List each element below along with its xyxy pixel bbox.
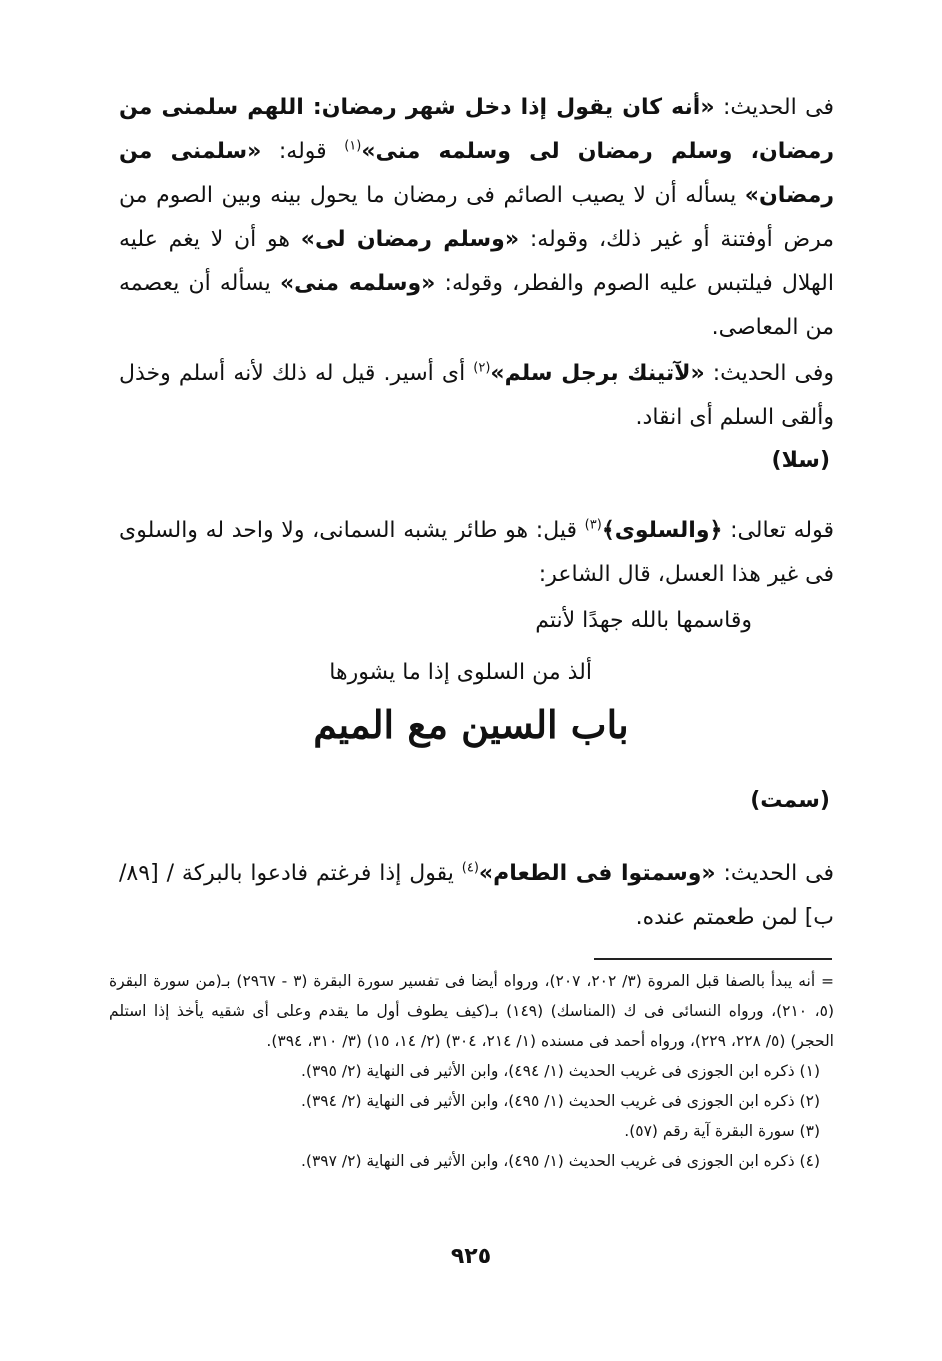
hadith-quote: «لآتينك برجل سلم» xyxy=(490,361,705,386)
hadith-quote: «وسمتوا فى الطعام» xyxy=(478,861,716,886)
paragraph-text: أى أسير. قيل له ذلك لأنه أسلم وخذل وألقى السلم أى انقاد. xyxy=(119,361,834,430)
paragraph-samt-hadith xyxy=(119,852,834,940)
footnote-marker: (٢) xyxy=(473,360,491,376)
paragraph-text: يقول إذا فرغتم فادعوا بالبركة / xyxy=(158,861,462,886)
footnote-4: (٤) ذكره ابن الجوزى فى غريب الحديث (١/ ٤٩٥)، وابن الأثير فى النهاية (٢/ ٣٩٧). xyxy=(300,1152,820,1170)
hadith-quote: «أنه كان يقول إذا دخل شهر رمضان: اللهم سلمنى من رمضان، وسلم رمضان لى وسلمه منى» xyxy=(119,95,834,164)
footnote-separator xyxy=(594,958,832,960)
footnote-1: (١) ذكره ابن الجوزى فى غريب الحديث (١/ ٤٩٤)، وابن الأثير فى النهاية (٢/ ٣٩٥). xyxy=(300,1062,820,1080)
poem-verse-line-2: ألذ من السلوى إذا ما يشورها xyxy=(329,660,592,685)
entry-heading-samt: (سمت) xyxy=(750,788,830,813)
paragraph-salam-hadith xyxy=(119,352,834,440)
footnote-continuation: = أنه يبدأ بالصفا قبل المروة (٣/ ٢٠٢، ٢٠٧)، ورواه أيضا فى تفسير سورة البقرة (٣ - ٢٩٦٧) بـ(من سورة البقرة (٥، ٢١٠)، ورواه النسائى فى ك (المناسك) (١٤٩) بـ(كيف يطوف أول ما يقدم وعلى أى شقيه يأخذ إذا استلم الحجر) (٥/ ٢٢٨، ٢٢٩)، ورواه أحمد فى مسنده (١/ ٢١٤، ٣٠٤) (٢/ ١٤، ١٥) (٣/ ٣١٠، ٣٩٤). xyxy=(109,972,834,1050)
chapter-title: باب السين مع الميم xyxy=(313,702,629,747)
folio-marker: [٨٩/ب] xyxy=(119,861,834,930)
footnote-marker: (٤) xyxy=(461,860,479,876)
footnote-3: (٣) سورة البقرة آية رقم (٥٧). xyxy=(624,1122,820,1140)
paragraph-text: لمن طعمتم عنده. xyxy=(635,905,805,930)
quote-text: «وسلمه منى» xyxy=(279,271,436,296)
paragraph-salama-hadith xyxy=(119,86,834,350)
quote-text: «سلمنى من رمضان» xyxy=(119,139,834,208)
poem-verse-line-1: وقاسمها بالله جهدًا لأنتم xyxy=(535,608,752,633)
paragraph-text: قوله: xyxy=(261,139,345,164)
page-number: ٩٢٥ xyxy=(450,1244,492,1269)
footnote-2: (٢) ذكره ابن الجوزى فى غريب الحديث (١/ ٤٩٥)، وابن الأثير فى النهاية (٢/ ٣٩٤). xyxy=(300,1092,820,1110)
paragraph-text: هو أن لا يغم عليه الهلال فيلتبس عليه الصوم والفطر، وقوله: xyxy=(119,227,834,296)
quote-text: «وسلم رمضان لى» xyxy=(300,227,520,252)
paragraph-intro: قوله تعالى: xyxy=(722,518,834,543)
paragraph-intro: فى الحديث: xyxy=(714,95,834,120)
paragraph-salwa xyxy=(119,509,834,597)
paragraph-text: يسأله أن لا يصيب الصائم فى رمضان ما يحول بينه وبين الصوم من مرض أوفتنة أو غير ذلك، وقوله: xyxy=(119,183,834,252)
paragraph-text: يسأله أن يعصمه من المعاصى. xyxy=(119,271,834,340)
paragraph-text: قيل: هو طائر يشبه السمانى، ولا واحد له والسلوى فى غير هذا العسل، قال الشاعر: xyxy=(119,518,834,587)
quran-quote: ﴿والسلوى﴾ xyxy=(601,518,723,543)
footnotes xyxy=(109,966,834,1176)
paragraph-intro: فى الحديث: xyxy=(715,861,834,886)
footnote-marker: (٣) xyxy=(584,517,602,533)
paragraph-intro: وفى الحديث: xyxy=(704,361,835,386)
footnote-marker: (١) xyxy=(344,138,362,154)
entry-heading-sala: (سلا) xyxy=(771,448,830,473)
